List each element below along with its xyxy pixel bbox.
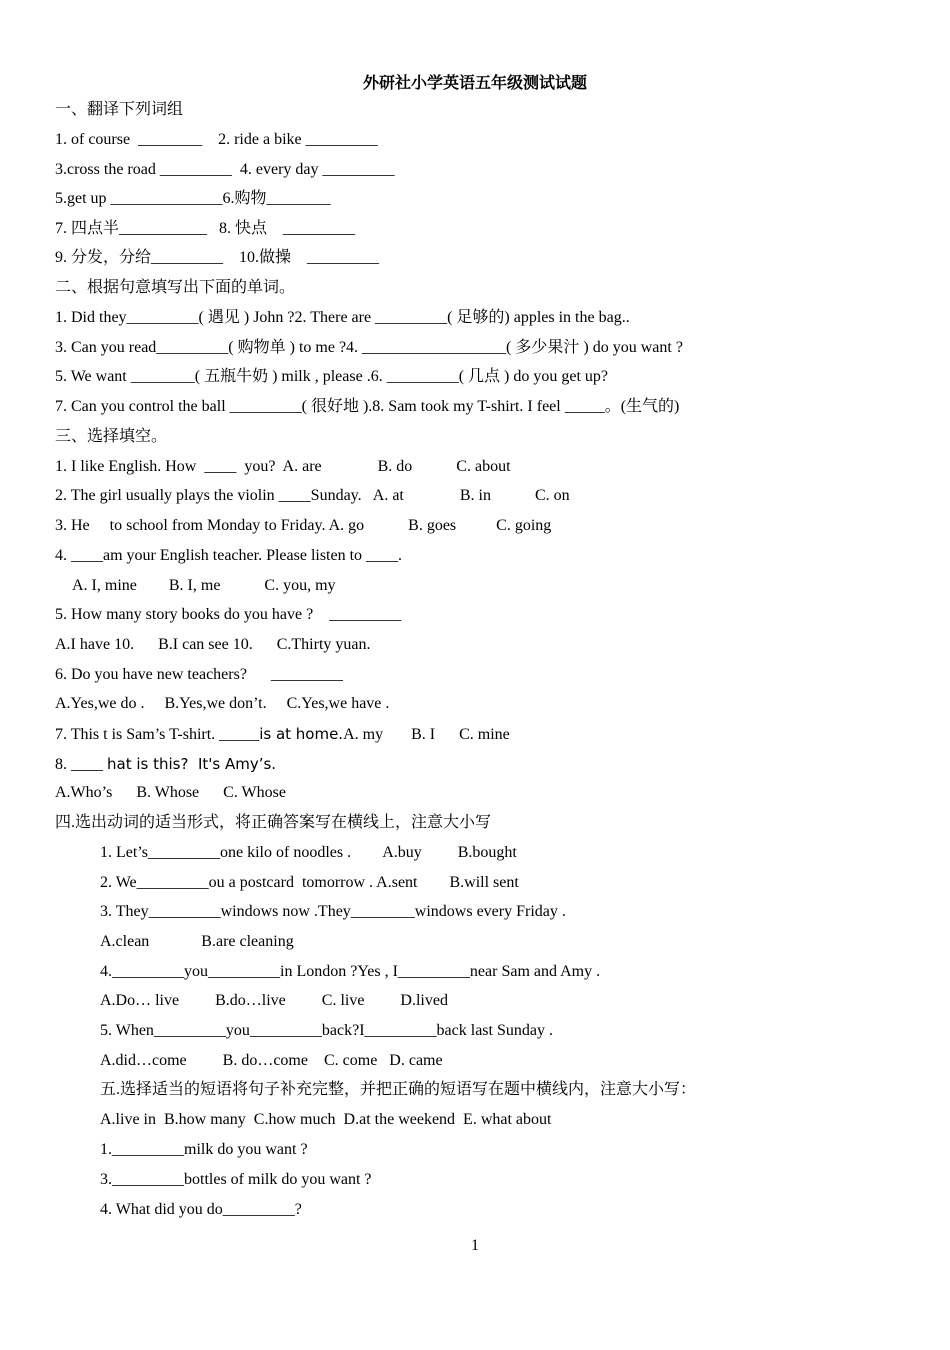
s2-line-4: 7. Can you control the ball _________( 很好地 ).8. Sam took my T-shirt. I feel _____。(生气的) bbox=[55, 398, 680, 415]
section-1-heading: 一、翻译下列词组 bbox=[55, 101, 184, 118]
s3-question-4-options: A. I, mine B. I, me C. you, my bbox=[72, 577, 336, 594]
section-4-heading: 四.选出动词的适当形式，将正确答案写在横线上，注意大小写 bbox=[55, 814, 492, 831]
s3-question-8 bbox=[55, 754, 276, 775]
s5-line-1: A.live in B.how many C.how much D.at the weekend E. what about bbox=[100, 1111, 552, 1128]
s4-line-8: A.did…come B. do…come C. come D. came bbox=[100, 1052, 443, 1069]
s3-q8-part-a: 8. ____ bbox=[55, 756, 107, 773]
s3-question-7 bbox=[55, 724, 510, 745]
s4-line-3: 3. They_________windows now .They________windows every Friday . bbox=[100, 903, 566, 920]
s3-q7-part-b: is at home. bbox=[259, 725, 344, 743]
s4-line-4: A.clean B.are cleaning bbox=[100, 933, 294, 950]
page-title: 外研社小学英语五年级测试试题 bbox=[362, 73, 587, 92]
s4-line-1: 1. Let’s_________one kilo of noodles . A.buy B.bought bbox=[100, 844, 517, 861]
s4-line-2: 2. We_________ou a postcard tomorrow . A.sent B.will sent bbox=[100, 874, 519, 891]
section-3-heading: 三、选择填空。 bbox=[55, 428, 168, 445]
s5-line-2: 1._________milk do you want ? bbox=[100, 1141, 308, 1158]
s3-q8-part-b: hat is this? It's Amy’s. bbox=[107, 755, 277, 773]
s2-line-2: 3. Can you read_________( 购物单 ) to me ?4. __________________( 多少果汁 ) do you want ? bbox=[55, 339, 683, 356]
s2-line-1: 1. Did they_________( 遇见 ) John ?2. There are _________( 足够的) apples in the bag.. bbox=[55, 309, 630, 326]
s1-line-2: 3.cross the road _________ 4. every day _________ bbox=[55, 161, 395, 178]
s3-question-2: 2. The girl usually plays the violin ____Sunday. A. at B. in C. on bbox=[55, 487, 570, 504]
s4-line-6: A.Do… live B.do…live C. live D.lived bbox=[100, 992, 448, 1009]
s3-question-1: 1. I like English. How ____ you? A. are B. do C. about bbox=[55, 458, 511, 475]
s1-line-3: 5.get up ______________6.购物________ bbox=[55, 190, 331, 207]
s3-q7-part-a: 7. This t is Sam’s T-shirt. _____ bbox=[55, 726, 260, 743]
s1-line-4: 7. 四点半___________ 8. 快点 _________ bbox=[55, 220, 356, 237]
page-number: 1 bbox=[471, 1237, 479, 1254]
s5-line-4: 4. What did you do_________? bbox=[100, 1201, 302, 1218]
s3-question-4: 4. ____am your English teacher. Please listen to ____. bbox=[55, 547, 403, 564]
s4-line-5: 4._________you_________in London ?Yes , I_________near Sam and Amy . bbox=[100, 963, 601, 980]
section-5-heading: 五.选择适当的短语将句子补充完整，并把正确的短语写在题中横线内，注意大小写： bbox=[100, 1081, 697, 1098]
s1-line-5: 9. 分发，分给_________ 10.做操 _________ bbox=[55, 249, 380, 266]
s3-question-5: 5. How many story books do you have ? _________ bbox=[55, 606, 402, 623]
s3-question-8-options: A.Who’s B. Whose C. Whose bbox=[55, 784, 286, 801]
section-2-heading: 二、根据句意填写出下面的单词。 bbox=[55, 279, 296, 296]
s2-line-3: 5. We want ________( 五瓶牛奶 ) milk , please .6. _________( 几点 ) do you get up? bbox=[55, 368, 609, 385]
s3-q7-options: A. my B. I C. mine bbox=[343, 726, 510, 743]
s1-line-1: 1. of course ________ 2. ride a bike _________ bbox=[55, 131, 378, 148]
s5-line-3: 3._________bottles of milk do you want ? bbox=[100, 1171, 372, 1188]
s3-question-3: 3. He to school from Monday to Friday. A. go B. goes C. going bbox=[55, 517, 552, 534]
s3-question-5-options: A.I have 10. B.I can see 10. C.Thirty yuan. bbox=[55, 636, 371, 653]
s3-question-6-options: A.Yes,we do . B.Yes,we don’t. C.Yes,we have . bbox=[55, 695, 390, 712]
s3-question-6: 6. Do you have new teachers? _________ bbox=[55, 666, 343, 683]
s4-line-7: 5. When_________you_________back?I_________back last Sunday . bbox=[100, 1022, 553, 1039]
